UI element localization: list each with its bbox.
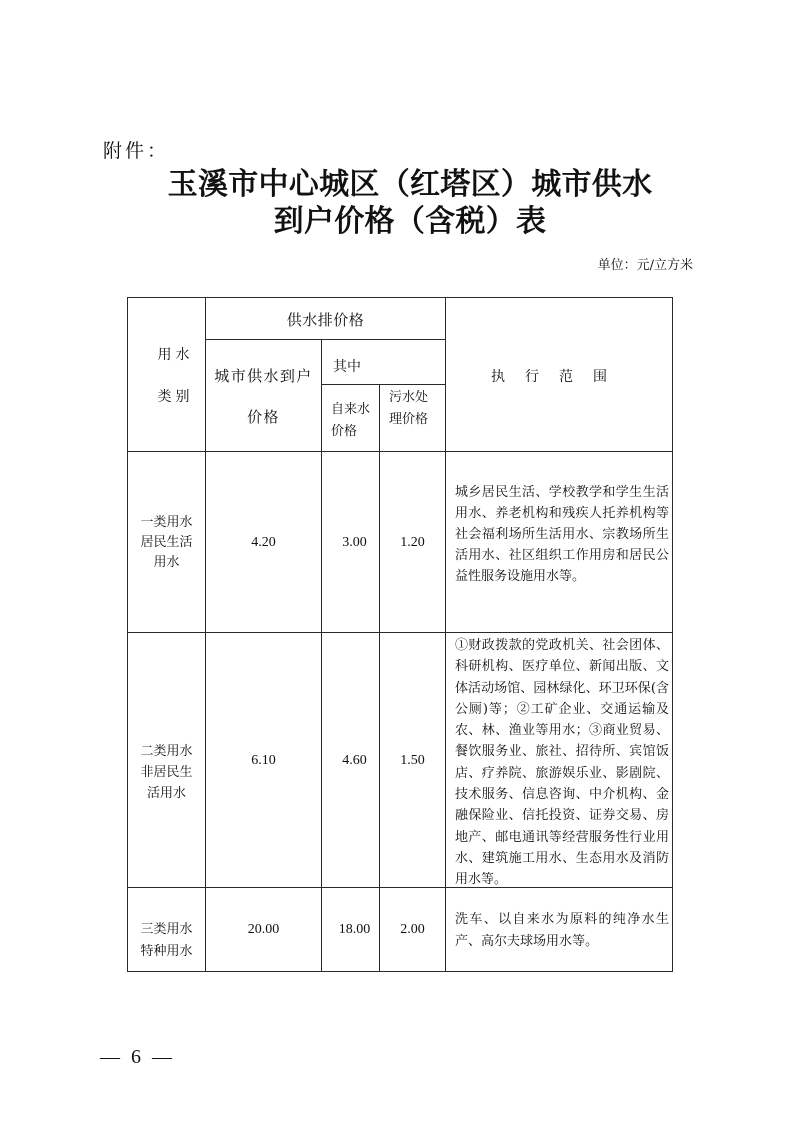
price-table <box>127 297 673 972</box>
row-2-category-cell <box>128 633 206 888</box>
header-sewage-line-2: 理价格 <box>389 412 429 427</box>
header-city-price-cell <box>206 340 322 452</box>
header-sewage-cell <box>380 385 446 452</box>
row-2-tap-water-price: 4.60 <box>342 753 367 768</box>
title-line-1: 玉溪市中心城区（红塔区）城市供水 <box>167 167 653 202</box>
row-2-scope-line: 体活动场馆、园林绿化、环卫环保(含 <box>455 680 669 696</box>
header-tap-water-cell <box>322 385 380 452</box>
row-2-scope-line: 融保险业、信托投资、证券交易、房 <box>455 808 669 824</box>
row-3-scope-cell <box>446 888 673 972</box>
row-1-category-line: 用水 <box>153 555 180 570</box>
row-3-category-line: 特种用水 <box>140 944 193 959</box>
row-2-tap-water-cell <box>322 633 380 888</box>
row-1-scope-line: 城乡居民生活、学校教学和学生生活 <box>455 485 669 500</box>
row-2-category-line: 活用水 <box>146 786 186 801</box>
row-2-sewage-price: 1.50 <box>400 753 425 768</box>
row-2-scope-line: 水、建筑施工用水、生态用水及消防 <box>455 850 669 866</box>
header-scope: 执行范围 <box>491 369 627 385</box>
row-2-scope-cell <box>446 633 673 888</box>
row-2-category-line: 二类用水 <box>140 744 193 759</box>
header-city-price-line-2: 价格 <box>247 408 280 426</box>
row-1-category-cell <box>128 452 206 633</box>
row-1-sewage-price: 1.20 <box>400 535 425 550</box>
row-2-sewage-cell <box>380 633 446 888</box>
row-1-scope-cell <box>446 452 673 633</box>
row-3-sewage-cell <box>380 888 446 972</box>
row-1-tap-water-price: 3.00 <box>342 535 367 550</box>
header-category-cell <box>128 298 206 452</box>
row-1-category-line: 一类用水 <box>140 515 193 530</box>
row-2-scope-line: 公厕)等；②工矿企业、交通运输及 <box>455 701 669 717</box>
row-3-category-line: 三类用水 <box>140 922 193 937</box>
row-1-scope-line: 益性服务设施用水等。 <box>455 569 586 584</box>
header-price-group-cell <box>206 298 446 340</box>
header-category-line-1: 用水 <box>157 347 194 363</box>
row-2-scope-line: 农、林、渔业等用水；③商业贸易、 <box>455 723 669 739</box>
row-3-tap-water-cell <box>322 888 380 972</box>
page-number: — 6 — <box>100 1046 172 1068</box>
row-2-scope-line: 科研机构、医疗单位、新闻出版、文 <box>455 659 669 675</box>
document-title <box>110 166 710 240</box>
header-scope-cell <box>446 298 673 452</box>
title-line-2: 到户价格（含税）表 <box>273 204 547 239</box>
row-2-scope-line: 技术服务、信息咨询、中介机构、金 <box>455 787 669 803</box>
row-2-city-price: 6.10 <box>251 753 276 768</box>
row-3-scope-line: 产、高尔夫球场用水等。 <box>455 934 599 949</box>
row-3-city-price: 20.00 <box>247 922 280 937</box>
header-tap-water-line-2: 价格 <box>331 424 358 439</box>
row-1-scope-line: 活用水、社区组织工作用房和居民公 <box>455 548 669 563</box>
header-category-line-2: 类别 <box>157 389 194 405</box>
header-of-which: 其中 <box>333 359 361 375</box>
row-2-category-line: 非居民生 <box>140 765 193 780</box>
unit-note: 单位：元/立方米 <box>597 258 693 273</box>
row-2-city-price-cell <box>206 633 322 888</box>
row-1-tap-water-cell <box>322 452 380 633</box>
row-3-sewage-price: 2.00 <box>400 922 425 937</box>
row-1-city-price-cell <box>206 452 322 633</box>
row-2-scope-line: 餐饮服务业、旅社、招待所、宾馆饭 <box>455 744 669 760</box>
header-sewage-line-1: 污水处 <box>389 390 429 405</box>
row-1-sewage-cell <box>380 452 446 633</box>
header-city-price-line-1: 城市供水到户 <box>214 367 313 385</box>
row-1-scope-line: 社会福利场所生活用水、宗教场所生 <box>455 527 669 542</box>
row-2-scope-line: 用水等。 <box>455 872 508 888</box>
row-3-scope-line: 洗车、以自来水为原料的纯净水生 <box>455 912 669 927</box>
row-3-category-cell <box>128 888 206 972</box>
header-price-group: 供水排价格 <box>286 311 365 329</box>
row-3-city-price-cell <box>206 888 322 972</box>
row-3-tap-water-price: 18.00 <box>338 922 371 937</box>
attachment-label: 附件： <box>103 140 170 162</box>
row-1-city-price: 4.20 <box>251 535 276 550</box>
row-2-scope-line: 店、疗养院、旅游娱乐业、影剧院、 <box>455 765 669 781</box>
row-2-scope-line: 地产、邮电通讯等经营服务性行业用 <box>455 829 669 845</box>
row-2-scope-line: ①财政拨款的党政机关、社会团体、 <box>455 638 669 653</box>
header-of-which-cell <box>322 340 446 385</box>
row-1-scope-line: 用水、养老机构和残疾人托养机构等 <box>455 506 669 521</box>
row-1-category-line: 居民生活 <box>140 535 193 550</box>
header-tap-water-line-1: 自来水 <box>331 402 371 417</box>
